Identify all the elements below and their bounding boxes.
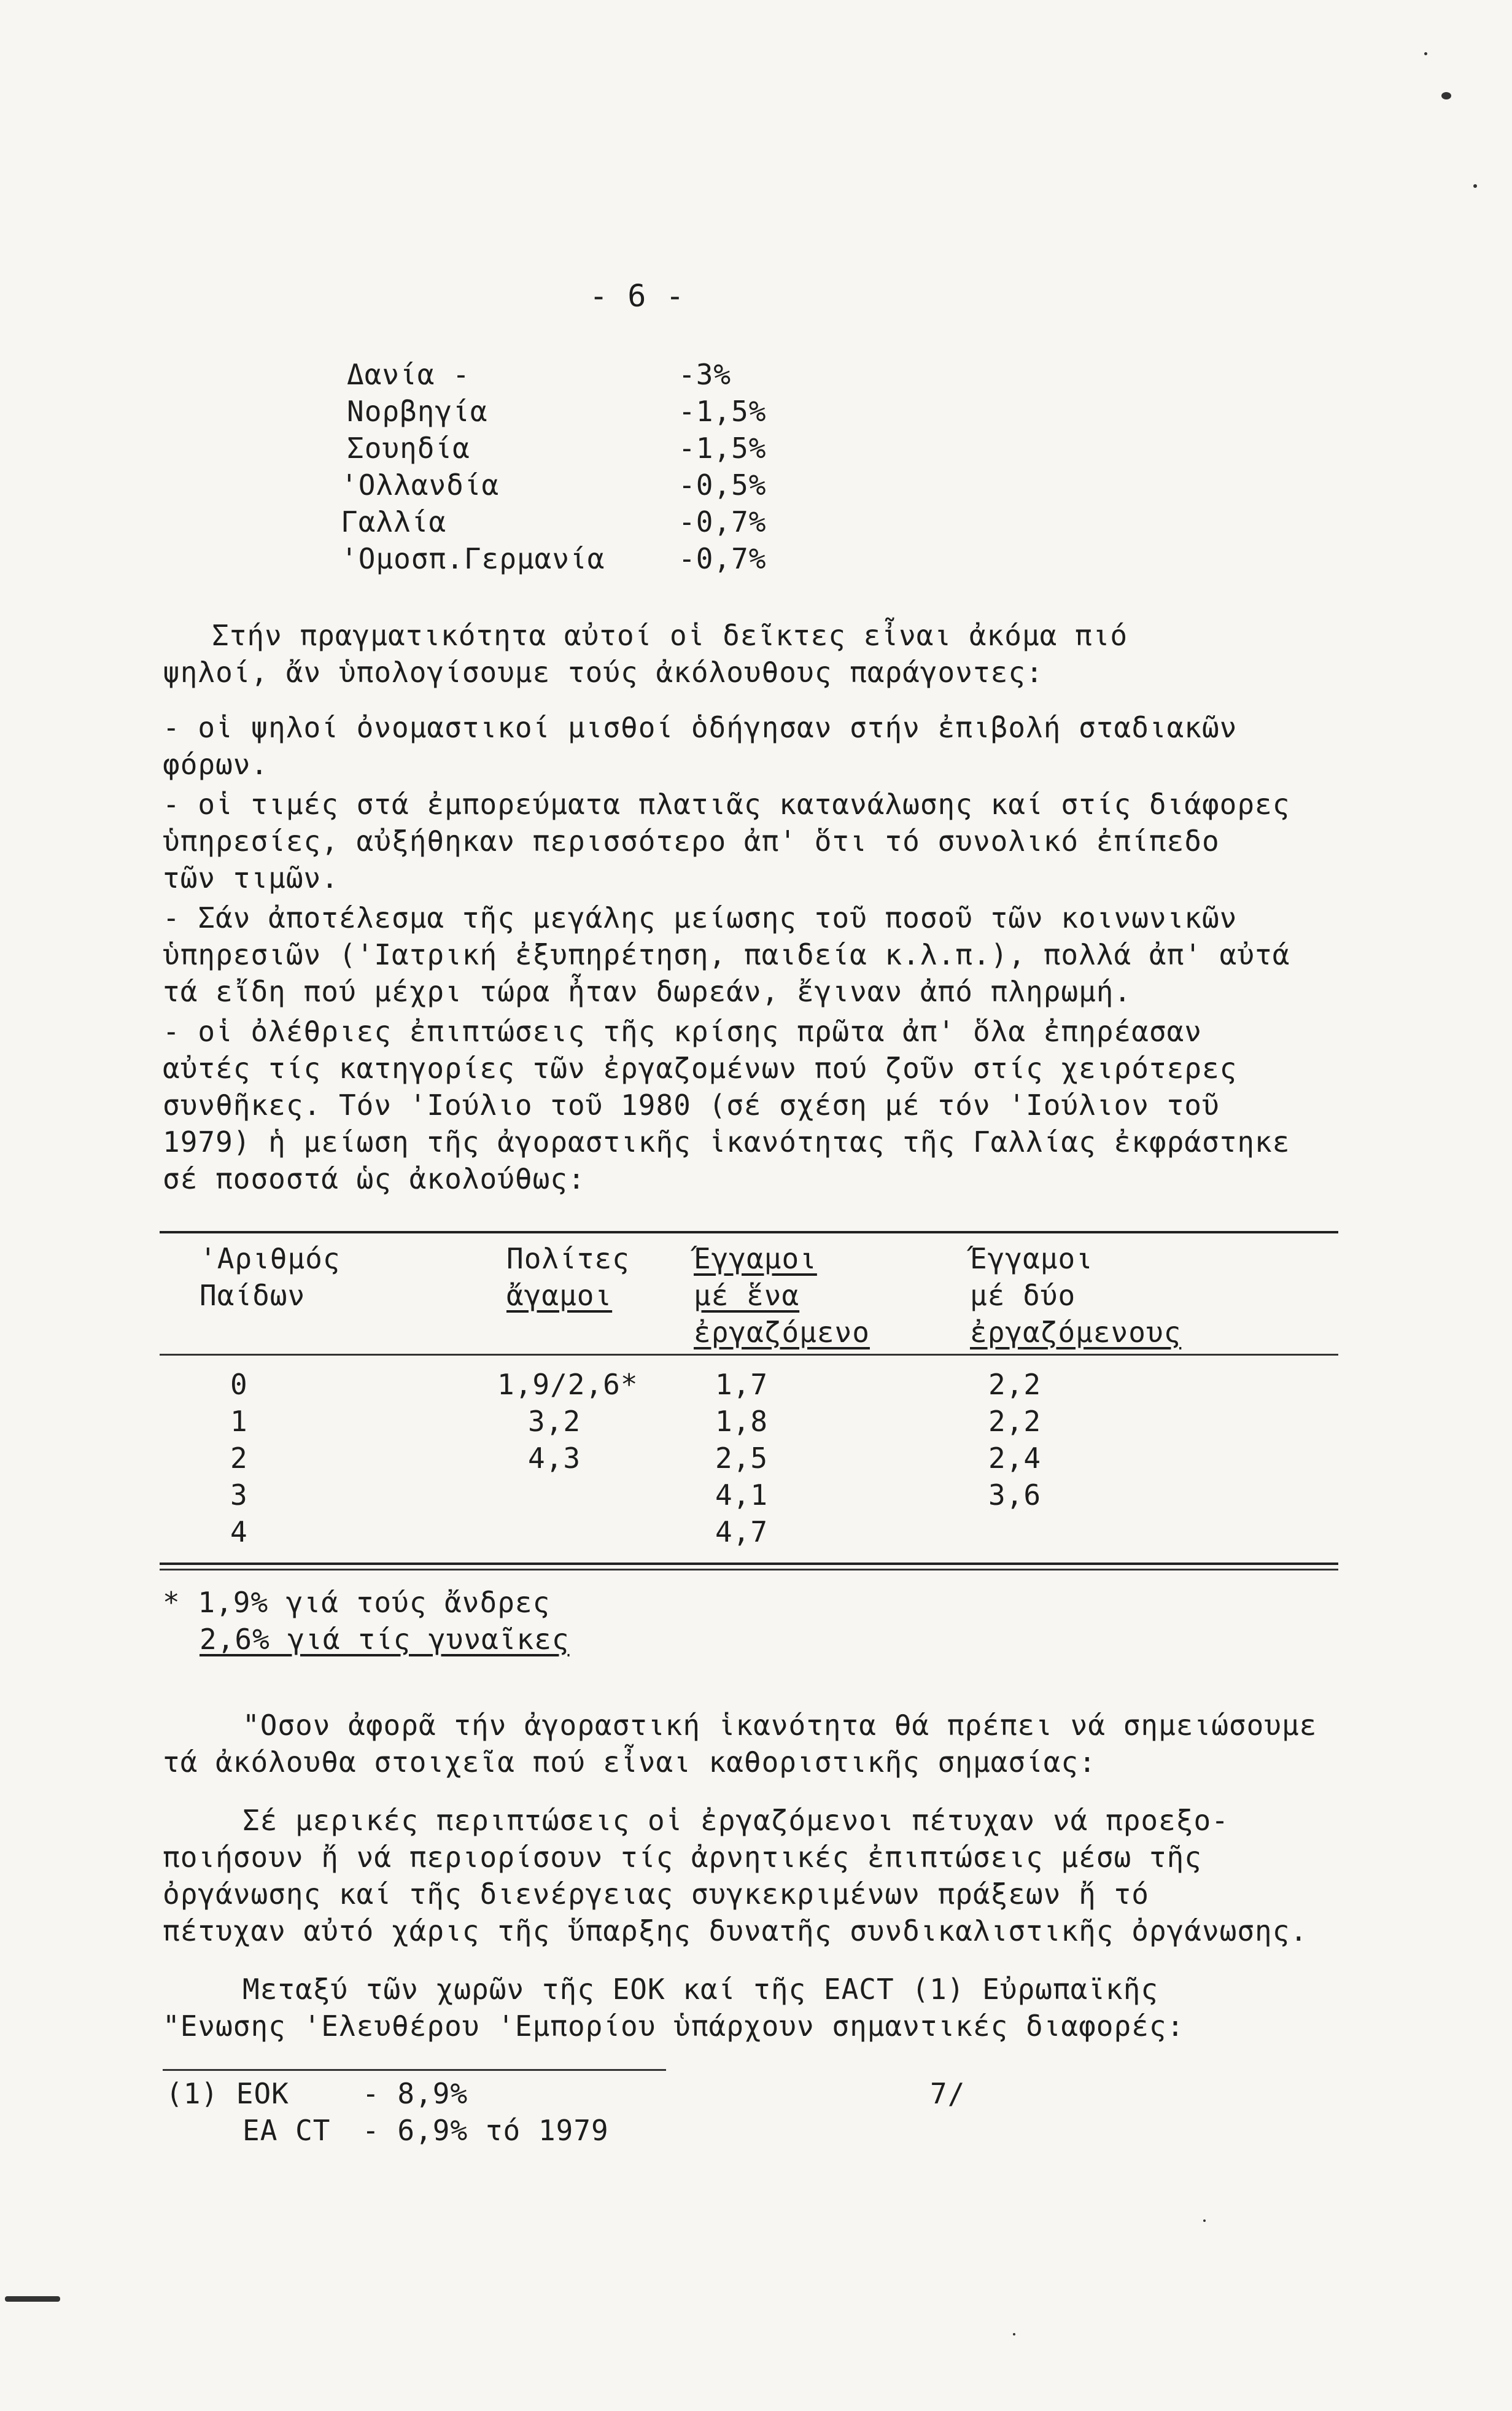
table-cell: 4,3 bbox=[528, 1442, 581, 1475]
page-number: - 6 - bbox=[589, 278, 685, 314]
table-header-cell: ἄγαμοι bbox=[506, 1279, 613, 1312]
table-header-cell: μέ δύο bbox=[970, 1279, 1076, 1312]
table-top-rule bbox=[160, 1231, 1338, 1233]
text-line: τά ἀκόλουθα στοιχεῖα πού εἶναι καθοριστικῆς σημασίας: bbox=[163, 1745, 1096, 1779]
table-header-cell: Παίδων bbox=[200, 1279, 306, 1312]
footnote-line: 2,6% γιά τίς γυναῖκες bbox=[200, 1623, 570, 1656]
table-cell: 3,2 bbox=[528, 1405, 581, 1438]
text-line: ποιήσουν ἤ νά περιορίσουν τίς ἀρνητικές ἐπιπτώσεις μέσω τῆς bbox=[163, 1841, 1202, 1874]
table-cell: 4 bbox=[230, 1515, 248, 1548]
bullet-line: τῶν τιμῶν. bbox=[163, 861, 339, 895]
table-bottom-rule bbox=[160, 1563, 1338, 1565]
country-name: Δανία - bbox=[347, 358, 470, 391]
text-line: ὀργάνωσης καί τῆς διενέργειας συγκεκριμένων πράξεων ἤ τό bbox=[163, 1877, 1149, 1911]
table-cell: 4,1 bbox=[715, 1478, 769, 1512]
country-value: -0,7% bbox=[678, 542, 767, 575]
text-line: Στήν πραγματικότητα αὐτοί οἱ δεῖκτες εἶναι ἀκόμα πιό bbox=[212, 619, 1128, 652]
text-line: ψηλοί, ἄν ὑπολογίσουμε τούς ἀκόλουθους παράγοντες: bbox=[163, 656, 1044, 689]
table-header-cell: ἐργαζόμενο bbox=[694, 1316, 870, 1349]
bullet-line: ὑπηρεσίες, αὐξήθηκαν περισσότερο ἀπ' ὅτι τό συνολικό ἐπίπεδο bbox=[163, 825, 1220, 858]
bullet-line: - οἱ ὀλέθριες ἐπιπτώσεις τῆς κρίσης πρῶτα ἀπ' ὅλα ἐπηρέασαν bbox=[163, 1015, 1202, 1048]
table-cell: 2,4 bbox=[988, 1442, 1042, 1475]
table-cell: 4,7 bbox=[715, 1515, 769, 1548]
table-header-rule bbox=[160, 1354, 1338, 1356]
footnote-label: (1) ΕΟΚ bbox=[166, 2077, 289, 2110]
country-name: Σουηδία bbox=[347, 432, 470, 465]
table-header-cell: Έγγαμοι bbox=[694, 1242, 817, 1275]
table-cell: 3 bbox=[230, 1478, 248, 1512]
bullet-line: - οἱ τιμές στά ἐμπορεύματα πλατιᾶς κατανάλωσης καί στίς διάφορες bbox=[163, 788, 1290, 821]
country-name: 'Ολλανδία bbox=[341, 468, 500, 502]
bullet-line: τά εἴδη πού μέχρι τώρα ἦταν δωρεάν, ἔγιναν ἀπό πληρωμή. bbox=[163, 975, 1132, 1008]
country-name: Γαλλία bbox=[341, 505, 447, 538]
bullet-line: αὐτές τίς κατηγορίες τῶν ἐργαζομένων πού ζοῦν στίς χειρότερες bbox=[163, 1052, 1238, 1085]
table-cell: 3,6 bbox=[988, 1478, 1042, 1512]
bullet-line: - οἱ ψηλοί ὀνομαστικοί μισθοί ὁδήγησαν στήν ἐπιβολή σταδιακῶν bbox=[163, 711, 1238, 744]
table-cell: 2,5 bbox=[715, 1442, 769, 1475]
text-line: "Οσον ἀφορᾶ τήν ἀγοραστική ἱκανότητα θά πρέπει νά σημειώσουμε bbox=[242, 1709, 1317, 1742]
bullet-line: συνθῆκες. Τόν 'Ιούλιο τοῦ 1980 (σέ σχέση μέ τόν 'Ιούλιον τοῦ bbox=[163, 1089, 1220, 1122]
footnote-separator bbox=[163, 2069, 666, 2071]
table-cell: 0 bbox=[230, 1368, 248, 1401]
table-cell: 1,7 bbox=[715, 1368, 769, 1401]
scan-speck bbox=[1441, 92, 1451, 99]
footnote-value: - 6,9% τό 1979 bbox=[362, 2114, 609, 2147]
country-value: -0,7% bbox=[678, 505, 767, 538]
country-value: -0,5% bbox=[678, 468, 767, 502]
text-line: Σέ μερικές περιπτώσεις οἱ ἐργαζόμενοι πέτυχαν νά προεξο- bbox=[242, 1804, 1229, 1837]
scan-speck bbox=[1013, 2333, 1015, 2335]
country-value: -1,5% bbox=[678, 395, 767, 428]
text-line: Μεταξύ τῶν χωρῶν τῆς ΕΟΚ καί τῆς ΕΑCΤ (1) Εὐρωπαϊκῆς bbox=[242, 1973, 1159, 2006]
table-cell: 1,9/2,6* bbox=[497, 1368, 638, 1401]
table-cell: 2,2 bbox=[988, 1405, 1042, 1438]
scan-speck bbox=[1473, 184, 1477, 188]
country-name: 'Ομοσπ.Γερμανία bbox=[341, 542, 605, 575]
footnote-label: ΕΑ CΤ bbox=[242, 2114, 331, 2147]
continuation-mark: 7/ bbox=[930, 2077, 966, 2110]
table-cell: 2 bbox=[230, 1442, 248, 1475]
scan-speck bbox=[5, 2296, 60, 2302]
table-header-cell: ἐργαζόμενους bbox=[970, 1316, 1182, 1349]
table-cell: 1,8 bbox=[715, 1405, 769, 1438]
bullet-line: - Σάν ἀποτέλεσμα τῆς μεγάλης μείωσης τοῦ ποσοῦ τῶν κοινωνικῶν bbox=[163, 901, 1238, 934]
bullet-line: σέ ποσοστά ὡς ἀκολούθως: bbox=[163, 1162, 586, 1195]
scan-speck bbox=[1424, 52, 1427, 55]
country-name: Νορβηγία bbox=[347, 395, 488, 428]
table-cell: 2,2 bbox=[988, 1368, 1042, 1401]
footnote-value: - 8,9% bbox=[362, 2077, 468, 2110]
country-value: -3% bbox=[678, 358, 732, 391]
country-value: -1,5% bbox=[678, 432, 767, 465]
table-header-cell: Έγγαμοι bbox=[970, 1242, 1093, 1275]
text-line: πέτυχαν αὐτό χάρις τῆς ὕπαρξης δυνατῆς συνδικαλιστικῆς ὀργάνωσης. bbox=[163, 1914, 1308, 1947]
table-header-cell: 'Αριθμός bbox=[200, 1242, 341, 1275]
table-cell: 1 bbox=[230, 1405, 248, 1438]
text-line: "Ενωσης 'Ελευθέρου 'Εμπορίου ὑπάρχουν σημαντικές διαφορές: bbox=[163, 2009, 1185, 2043]
table-bottom-rule-2 bbox=[160, 1569, 1338, 1570]
footnote-line: * 1,9% γιά τούς ἄνδρες bbox=[163, 1586, 551, 1619]
scan-speck bbox=[1203, 2219, 1206, 2222]
table-header-cell: μέ ἕνα bbox=[694, 1279, 800, 1312]
table-header-cell: Πολίτες bbox=[506, 1242, 630, 1275]
bullet-line: 1979) ἡ μείωση τῆς ἀγοραστικῆς ἱκανότητας τῆς Γαλλίας ἐκφράστηκε bbox=[163, 1125, 1290, 1159]
bullet-line: φόρων. bbox=[163, 748, 269, 781]
bullet-line: ὑπηρεσιῶν ('Ιατρική ἐξυπηρέτηση, παιδεία κ.λ.π.), πολλά ἀπ' αὐτά bbox=[163, 938, 1290, 971]
